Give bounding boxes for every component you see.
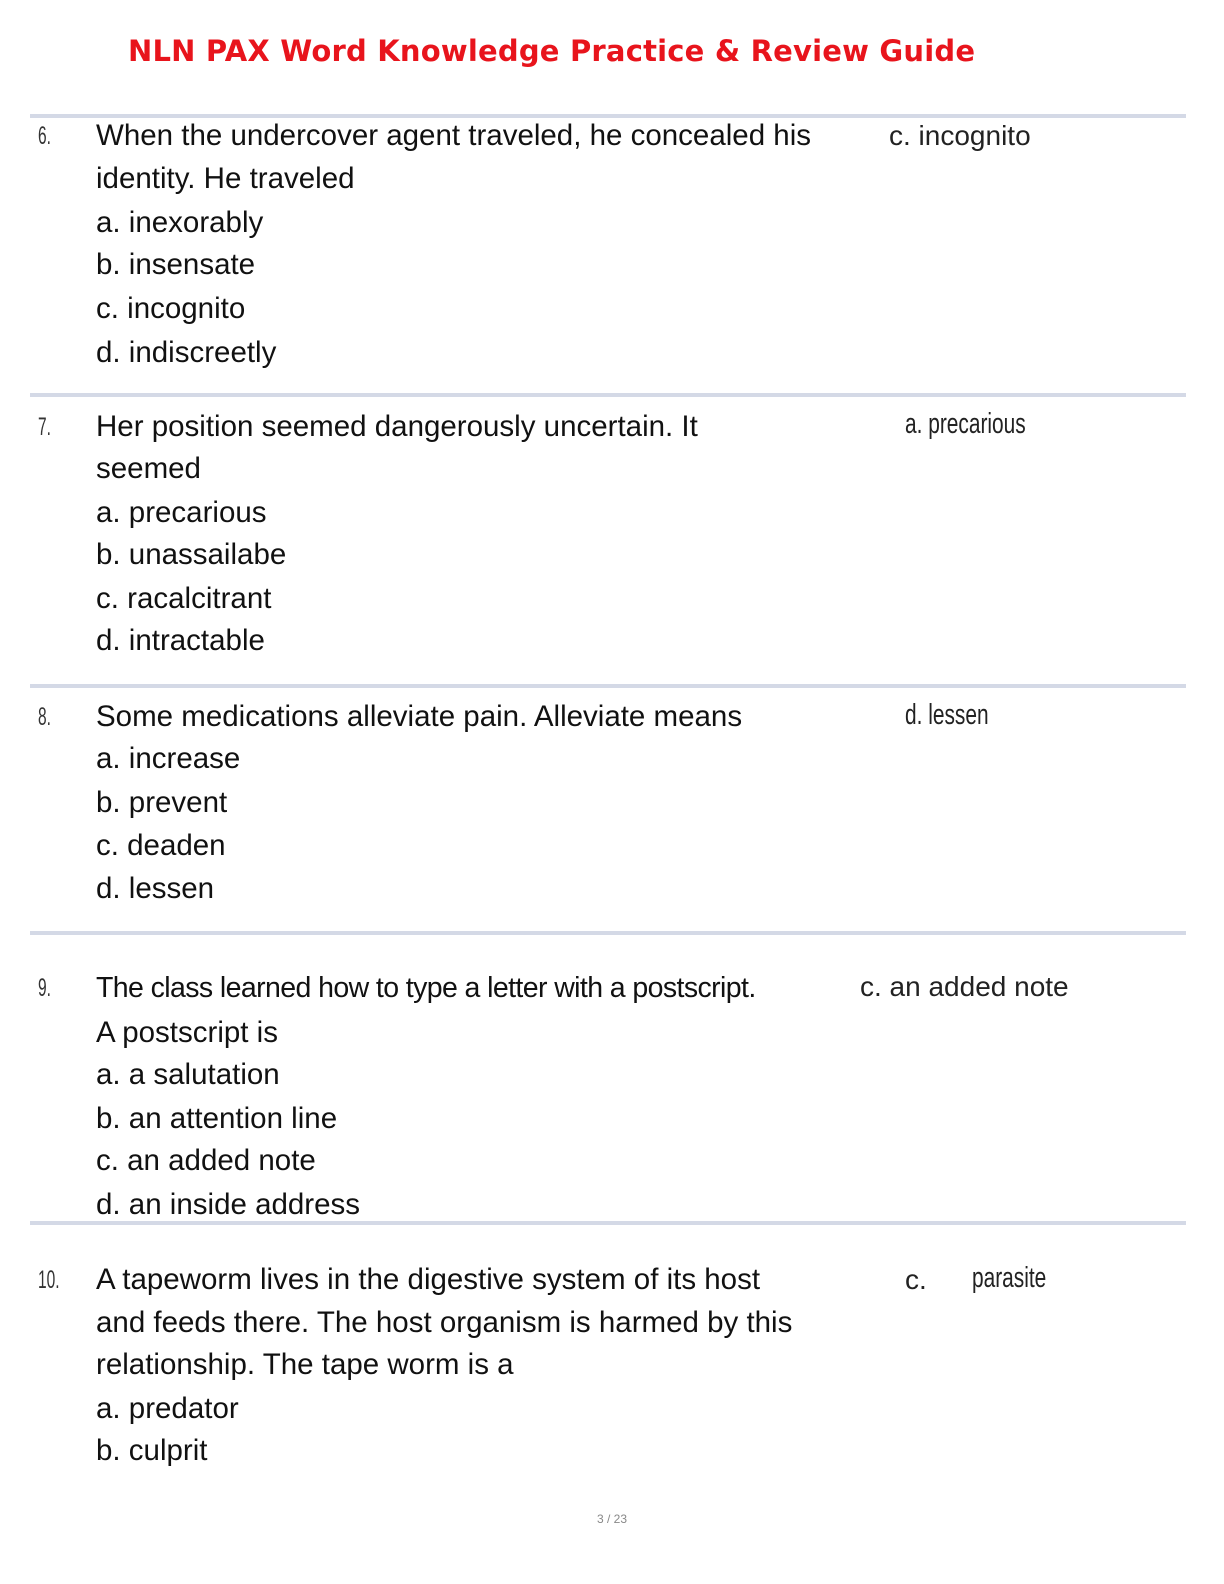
divider [30, 684, 1186, 688]
divider [30, 931, 1186, 935]
question-stem-line: relationship. The tape worm is a [96, 1348, 514, 1381]
question-stem-line: The class learned how to type a letter with a postscript. [96, 972, 756, 1004]
question-stem-line: seemed [96, 452, 201, 485]
option-d: d. an inside address [96, 1188, 361, 1221]
question-stem-line: When the undercover agent traveled, he concealed his [96, 119, 812, 152]
question-stem-line: A postscript is [96, 1016, 278, 1049]
answer-key: c. an added note [860, 971, 1069, 1002]
question-number: 8. [38, 703, 51, 731]
answer-key-word: parasite [972, 1262, 1047, 1294]
answer-key: d. lessen [905, 699, 989, 731]
option-c: c. an added note [96, 1144, 316, 1177]
option-a: a. increase [96, 742, 241, 775]
option-c: c. incognito [96, 292, 246, 325]
answer-key: c. incognito [889, 120, 1031, 151]
question-stem-line: Her position seemed dangerously uncertain. It [96, 410, 698, 443]
option-b: b. unassailabe [96, 538, 287, 571]
option-c: c. deaden [96, 829, 226, 862]
question-stem-line: A tapeworm lives in the digestive system of its host [96, 1263, 761, 1296]
answer-key-letter: c. [905, 1264, 927, 1295]
option-b: b. culprit [96, 1434, 208, 1467]
question-stem-line: Some medications alleviate pain. Alleviate means [96, 700, 743, 733]
option-d: d. intractable [96, 624, 265, 657]
page-number: 3 / 23 [596, 1512, 628, 1526]
divider [30, 393, 1186, 397]
question-number: 9. [38, 974, 51, 1002]
question-stem-line: and feeds there. The host organism is harmed by this [96, 1306, 793, 1339]
divider [30, 1221, 1186, 1225]
divider [30, 114, 1186, 118]
option-b: b. prevent [96, 786, 228, 819]
option-b: b. insensate [96, 248, 256, 281]
question-number: 10. [38, 1266, 60, 1294]
option-a: a. a salutation [96, 1058, 280, 1091]
answer-key: a. precarious [905, 408, 1026, 440]
option-a: a. predator [96, 1392, 239, 1425]
option-d: d. indiscreetly [96, 336, 277, 369]
option-c: c. racalcitrant [96, 582, 272, 615]
option-a: a. precarious [96, 496, 267, 529]
option-b: b. an attention line [96, 1102, 338, 1135]
question-number: 7. [38, 413, 51, 441]
option-a: a. inexorably [96, 206, 264, 239]
question-stem-line: identity. He traveled [96, 162, 355, 195]
page-title: NLN PAX Word Knowledge Practice & Review Guide [128, 34, 976, 68]
option-d: d. lessen [96, 872, 215, 905]
question-number: 6. [38, 122, 51, 150]
